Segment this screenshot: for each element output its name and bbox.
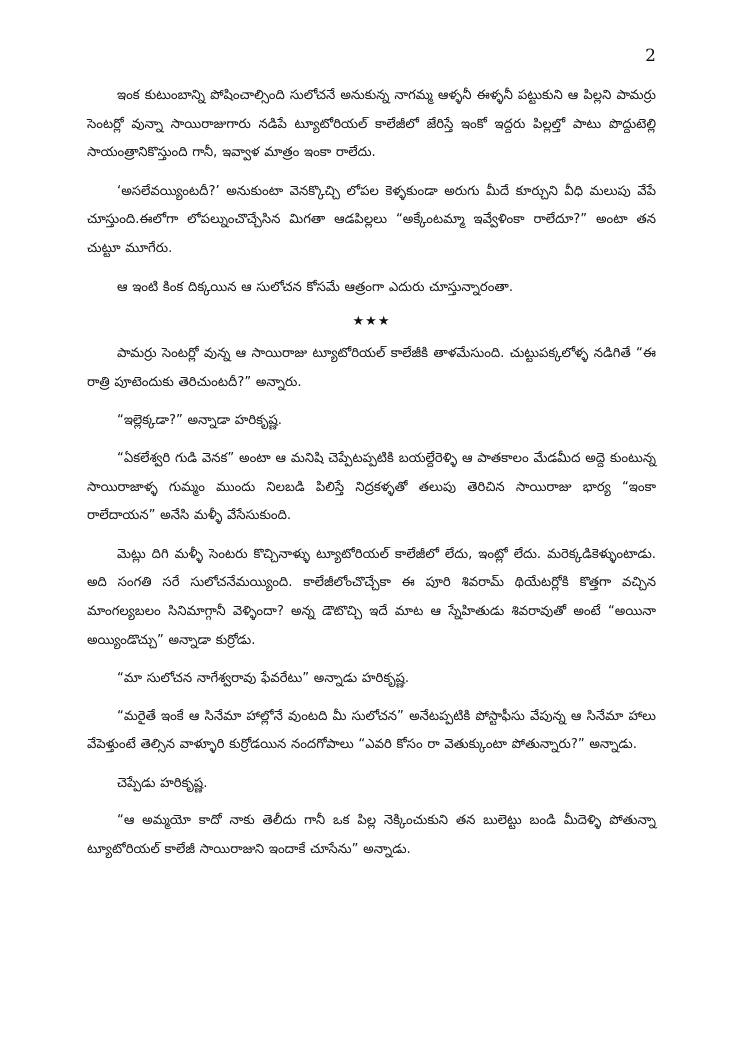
page-number: 2 [645,46,656,66]
page-content [87,82,656,875]
paragraph: “ఆ అమ్మయో కాదో నాకు తెలీదు గానీ ఒక పిల్ల నెక్కించుకుని తన బులెట్టు బండి మీదెళ్ళి పోతున్నా ట్యూటోరియల్ కాలేజీ సాయిరాజుని ఇందాకే చూసేను” అన్నాడు. [87,813,656,858]
paragraph: “మా సులోచన నాగేశ్వరావు ఫేవరేటు” అన్నాడు హరికృష్ణ. [117,671,410,687]
paragraph: “ఇల్లెక్కడా?” అన్నాడా హరికృష్ణ. [117,413,282,429]
paragraph: “ఏకలేశ్వరి గుడి వెనక” అంటా ఆ మనిషి చెప్పేటప్పటికి బయల్దేరెళ్ళి ఆ పాతకాలం మేడమీద అద్దె కుంటున్న సాయిరాజాళ్ళ గుమ్మం ముందు నిలబడి పిలిస్తే నిద్రకళ్ళతో తలుపు తెరిచిన సాయిరాజు భార్య “ఇంకా రాలేదాయన” అనేసి మళ్ళీ వేసేసుకుంది. [87,450,656,524]
paragraph: “మరైతే ఇంకే ఆ సినేమా హాల్లోనే వుంటది మీ సులోచన” అనేటప్పటికి పోస్టాఫీసు వేపున్న ఆ సినేమా హాలు వేపెళ్తుంటే తెల్సిన వాళ్ళూరి కుర్రోడయిన నందగోపాలు “ఎవరి కోసం రా వెతుక్కుంటా పోతున్నారు?” అన్నాడు. [87,708,656,753]
paragraph: మెట్లు దిగి మళ్ళీ సెంటరు కొచ్చినాళ్ళు ట్యూటోరియల్ కాలేజీలో లేదు, ఇంట్లో లేదు. మరెక్కడికెళ్ళుంటాడు. అది సంగతి సరే సులోచనేమయ్యింది. కాలేజీలోంచొచ్చేకా ఈ పూరి శివరామ్ థియేటర్లోకి కొత్తగా వచ్చిన మాంగల్యబలం సినిమాగ్గానీ వెళ్ళిందా? అన్న డౌటొచ్చి ఇదే మాట ఆ స్నేహితుడు శివరావుతో అంటే “అయినా అయ్యిండొచ్చు” అన్నాడా కుర్రోడు. [87,546,656,648]
paragraph: ఇంక కుటుంబాన్ని పోషించాల్సింది సులోచనే అనుకున్న నాగమ్మ ఆళ్ళనీ ఈళ్ళనీ పట్టుకుని ఆ పిల్లని పామర్రు సెంటర్లో వున్నా సాయిరాజుగారు నడిపే ట్యూటోరియల్ కాలేజీలో జేరిస్తే ఇంకో ఇద్దరు పిల్లల్తో పాటు పొద్దుటెల్లి సాయంత్రానికొస్తుంది గానీ, ఇవ్వాళ మాత్రం ఇంకా రాలేదు. [87,88,656,161]
section-separator: ★★★ [352,314,391,330]
paragraph: పామర్రు సెంటర్లో వున్న ఆ సాయిరాజు ట్యూటోరియల్ కాలేజీకి తాళమేసుంది. చుట్టుపక్కలోళ్ళ నడిగితే “ఈ రాత్రి పూటెందుకు తెరిచుంటదీ?” అన్నారు. [87,346,656,390]
paragraph: ‘అసలేవయ్యింటదీ?’ అనుకుంటా వెనక్కొచ్చి లోపల కెళ్ళకుండా అరుగు మీదే కూర్చుని వీధి మలుపు వేపే చూస్తుంది.ఈలోగా లోపల్నుంచొచ్చేసిన మిగతా ఆడపిల్లలు “అక్కేంటమ్మా ఇవ్వేళింకా రాలేదూ?” అంటా తన చుట్టూ మూగేరు. [87,183,656,256]
paragraph: చెప్పేడు హరికృష్ణ. [117,775,208,791]
paragraph: ఆ ఇంటి కింక దిక్కయిన ఆ సులోచన కోసమే ఆత్రంగా ఎదురు చూస్తున్నారంతా. [117,279,514,295]
